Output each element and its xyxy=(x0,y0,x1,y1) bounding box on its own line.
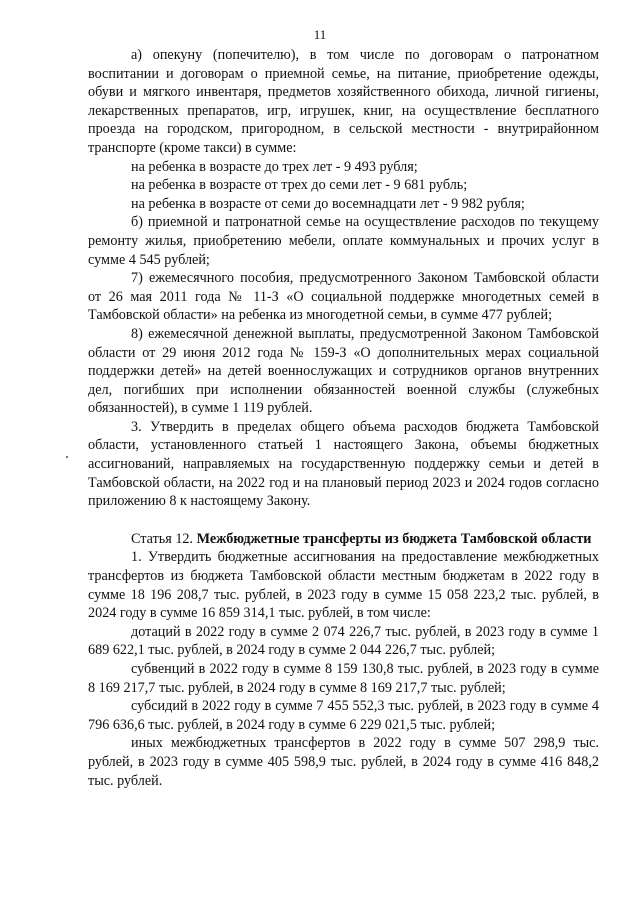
paragraph-subventions: субвенций в 2022 году в сумме 8 159 130,8 тыс. рублей, в 2023 году в сумме 8 169 217,7 тыс. рублей, в 2024 году в сумме 8 169 217,7 тыс. рублей; xyxy=(88,661,599,696)
article-title: Межбюджетные трансферты из бюджета Тамбовской области xyxy=(196,530,592,547)
paragraph-guardian: а) опекуну (попечителю), в том числе по договорам о патронатном воспитании и договорам о приемной семье, на питание, приобретение одежды, обуви и мягкого инвентаря, предметов хозяйственного обихода, личной гигиены, лекарственных препаратов, игр, игрушек, книг, на осуществление бесплатного проезда на городском, пригородном, в сельской местности - внутрирайонном транспорте (кроме такси) в сумме: xyxy=(88,47,599,156)
article-number: Статья 12. xyxy=(131,530,197,547)
paragraph-item-8: 8) ежемесячной денежной выплаты, предусмотренной Законом Тамбовской области от 29 июня 2012 года № 159-З «О дополнительных мерах социальной поддержки детей» на детей военнослужащих и сотрудников органов внутренних дел, погибших при исполнении обязанностей военной службы (служебных обязанностей), в сумме 1 119 рублей. xyxy=(88,325,599,417)
paragraph-age-7-to-18: на ребенка в возрасте от семи до восемнадцати лет - 9 982 рубля; xyxy=(131,195,525,212)
paragraph-clause-3: 3. Утвердить в пределах общего объема расходов бюджета Тамбовской области, установленного статьей 1 настоящего Закона, объемы бюджетных ассигнований, направляемых на государственную поддержку семьи и детей в Тамбовской области, на 2022 год и на плановый период 2023 и 2024 годов согласно приложению 8 к настоящему Закону. xyxy=(88,418,599,510)
paragraph-grants: дотаций в 2022 году в сумме 2 074 226,7 тыс. рублей, в 2023 году в сумме 1 689 622,1 тыс. рублей, в 2024 году в сумме 2 044 226,7 тыс. рублей; xyxy=(88,623,599,659)
document-body xyxy=(88,46,599,790)
paragraph-item-7: 7) ежемесячного пособия, предусмотренного Законом Тамбовской области от 26 мая 2011 года № 11-З «О социальной поддержке многодетных семей в Тамбовской области» на ребенка из многодетной семьи, в сумме 477 рублей; xyxy=(88,270,599,324)
article-heading xyxy=(88,530,599,549)
paragraph-age-3-to-7: на ребенка в возрасте от трех до семи лет - 9 681 рубль; xyxy=(131,177,468,194)
paragraph-other-transfers: иных межбюджетных трансфертов в 2022 году в сумме 507 298,9 тыс. рублей, в 2023 году в сумме 405 598,9 тыс. рублей, в 2024 году в сумме 416 848,2 тыс. рублей. xyxy=(88,735,599,789)
paragraph-foster-family: б) приемной и патронатной семье на осуществление расходов по текущему ремонту жилья, приобретению мебели, оплате коммунальных и прочих услуг в сумме 4 545 рублей; xyxy=(88,214,599,268)
scan-dot xyxy=(66,456,68,458)
page-number: 11 xyxy=(313,27,327,42)
paragraph-age-under-3: на ребенка в возрасте до трех лет - 9 493 рубля; xyxy=(131,158,418,175)
paragraph-article-clause-1: 1. Утвердить бюджетные ассигнования на предоставление межбюджетных трансфертов из бюджета Тамбовской области местным бюджетам в 2022 году в сумме 18 196 208,7 тыс. рублей, в 2023 году в сумме 15 058 223,2 тыс. рублей, в 2024 году в сумме 16 859 314,1 тыс. рублей, в том числе: xyxy=(88,549,599,622)
paragraph-subsidies: субсидий в 2022 году в сумме 7 455 552,3 тыс. рублей, в 2023 году в сумме 4 796 636,6 тыс. рублей, в 2024 году в сумме 6 229 021,5 тыс. рублей; xyxy=(88,698,599,733)
